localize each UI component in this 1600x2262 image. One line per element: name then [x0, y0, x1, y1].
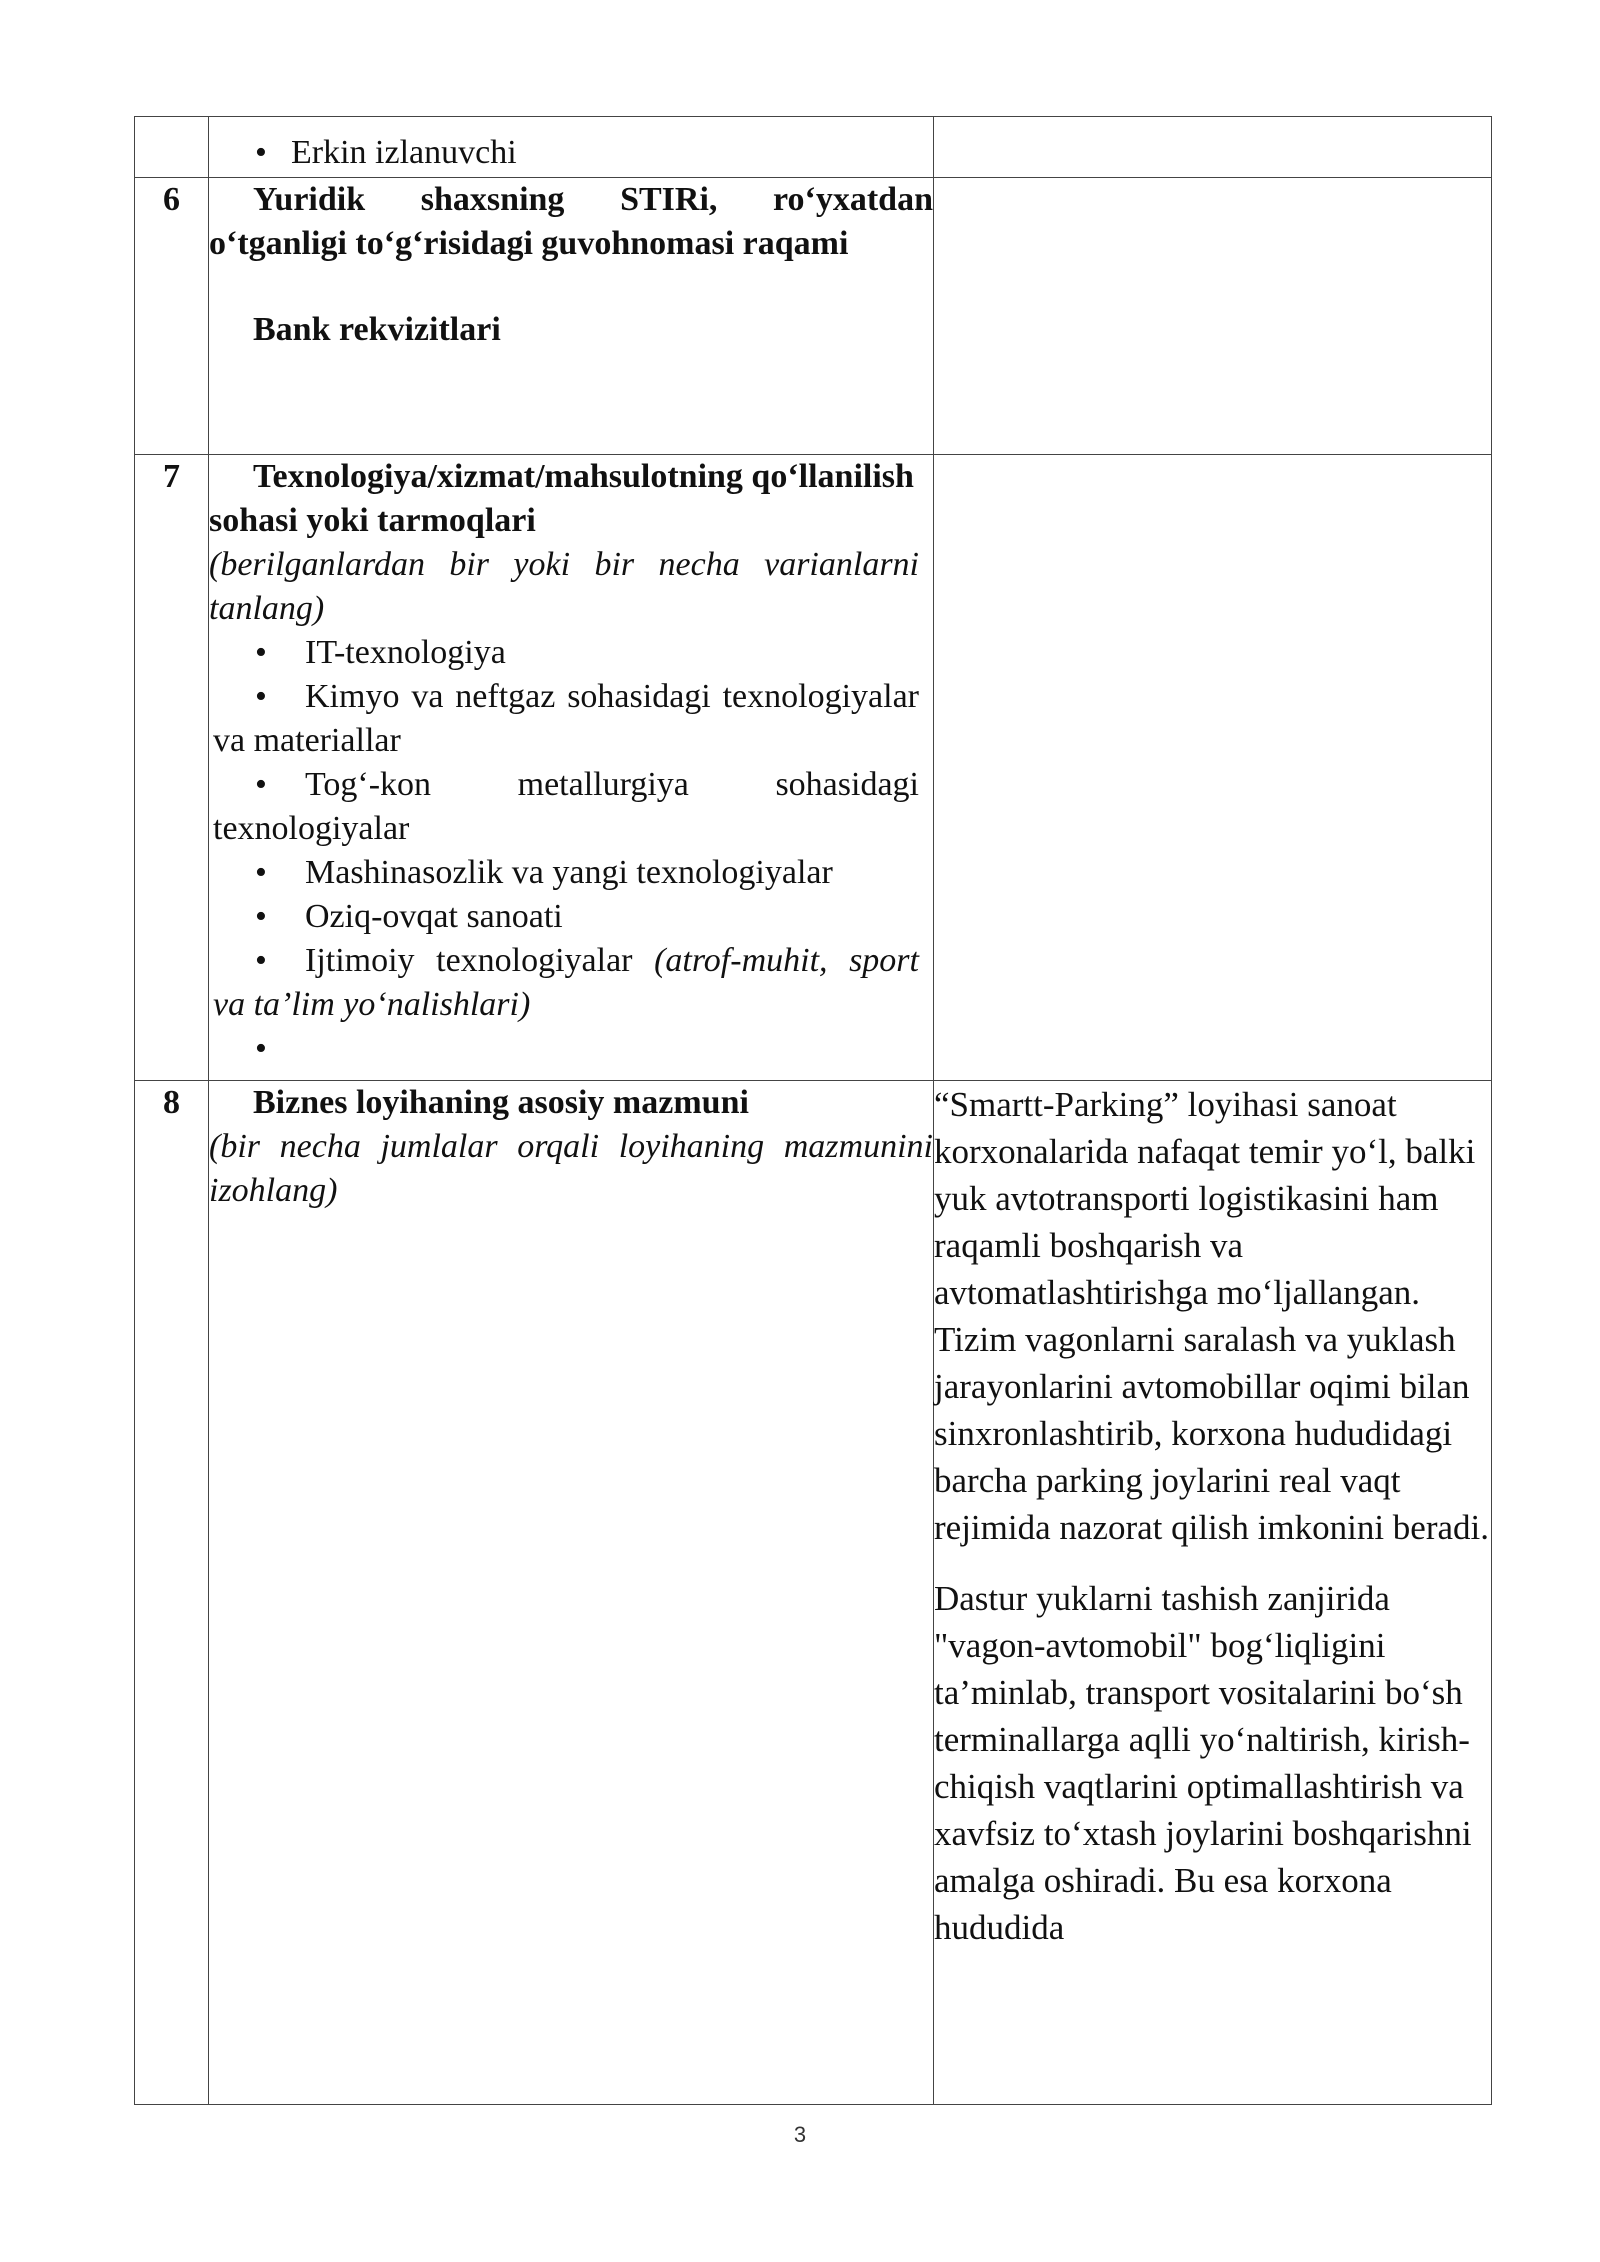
empty-list-item: • — [255, 1030, 267, 1067]
table-row-8 — [135, 1081, 1492, 2105]
page-number: 3 — [793, 2122, 807, 2147]
list-item: • Erkin izlanuvchi — [255, 134, 517, 171]
number-cell — [135, 117, 209, 178]
row-number: 6 — [135, 178, 209, 455]
row-number: 7 — [135, 455, 209, 1081]
row-hint: (bir necha jumlalar orqali loyihaning mazmunini izohlang) — [209, 1128, 933, 1209]
list-item: • IT-texnologiya — [255, 634, 506, 671]
row-title: Yuridik shaxsning STIRi, ro‘yxatdan o‘tganligi to‘g‘risidagi guvohnomasi raqami — [209, 181, 933, 262]
value-cell — [934, 1081, 1492, 2105]
label-cell — [209, 1081, 934, 2105]
row-title: Biznes loyihaning asosiy mazmuni — [253, 1084, 749, 1121]
row-title: Texnologiya/xizmat/mahsulotning qo‘llanilish sohasi yoki tarmoqlari — [209, 458, 914, 539]
description-paragraph: “Smartt-Parking” loyihasi sanoat korxonalarida nafaqat temir yo‘l, balki yuk avtotransporti logistikasini ham raqamli boshqarish va avtomatlashtirishga mo‘ljallangan. Tizim vagonlarni saralash va yuklash jarayonlarini avtomobillar oqimi bilan sinxronlashtirib, korxona hududidagi barcha parking joylarini real vaqt rejimida nazorat qilish imkonini beradi. — [934, 1085, 1489, 1547]
row-number: 8 — [135, 1081, 209, 2105]
application-form-table — [134, 116, 1492, 2105]
table-row-6 — [135, 178, 1492, 455]
list-item: • Mashinasozlik va yangi texnologiyalar — [255, 854, 833, 891]
description-paragraph: Dastur yuklarni tashish zanjirida "vagon-avtomobil" bog‘liqligini ta’minlab, transport vositalarini bo‘sh terminallarga aqlli yo‘naltirish, kirish-chiqish vaqtlarini optimallashtirish va xavfsiz to‘xtash joylarini boshqarishni amalga oshiradi. Bu esa korxona hududida — [934, 1579, 1472, 1947]
label-cell — [209, 455, 934, 1081]
list-item-text: Erkin izlanuvchi — [291, 134, 517, 171]
list-item: • Tog‘-kon metallurgiya sohasidagi texnologiyalar — [213, 766, 919, 847]
row-subtitle: Bank rekvizitlari — [253, 311, 501, 348]
value-cell — [934, 117, 1492, 178]
table-row-7 — [135, 455, 1492, 1081]
list-item: • Kimyo va neftgaz sohasidagi texnologiyalar va materiallar — [213, 678, 919, 759]
table-row-prev — [135, 117, 1492, 178]
list-item: • Oziq-ovqat sanoati — [255, 898, 563, 935]
value-cell — [934, 455, 1492, 1081]
list-item: • Ijtimoiy texnologiyalar (atrof-muhit, sport va ta’lim yo‘nalishlari) — [213, 942, 919, 1023]
value-cell — [934, 178, 1492, 455]
label-cell — [209, 178, 934, 455]
row-hint: (berilganlardan bir yoki bir necha varianlarni tanlang) — [209, 546, 919, 627]
label-cell — [209, 117, 934, 178]
